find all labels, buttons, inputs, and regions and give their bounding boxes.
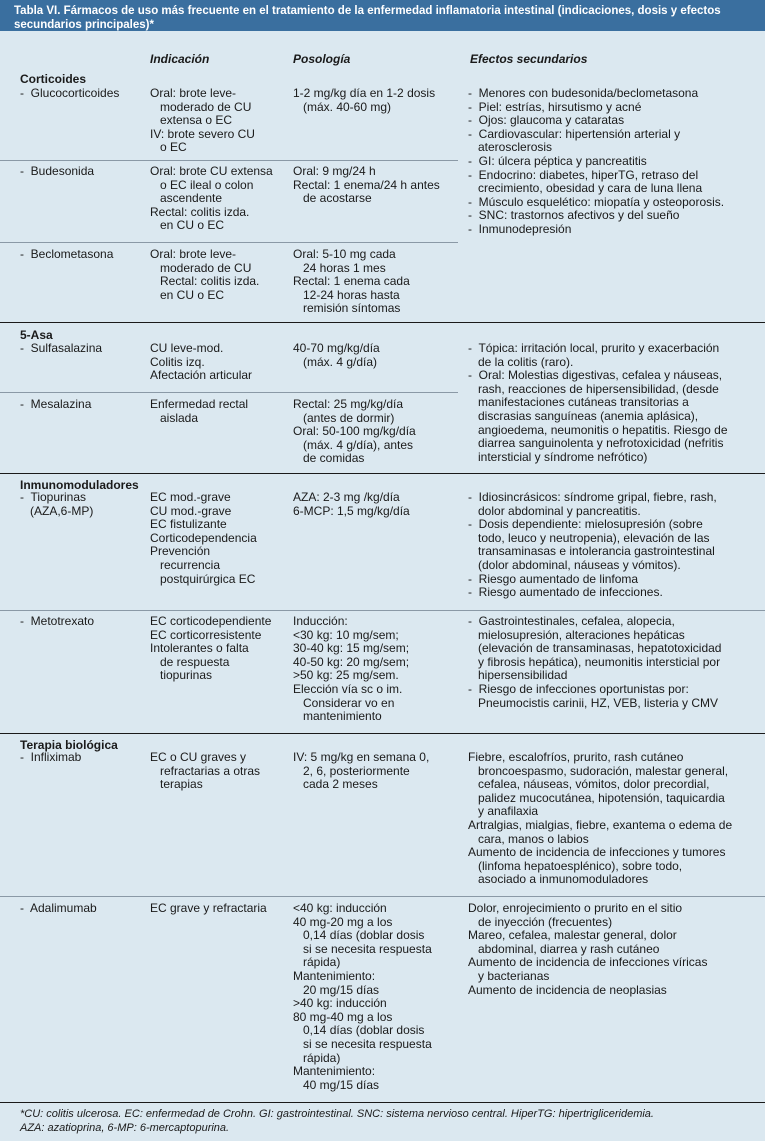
posology-cell: 40-70 mg/kg/día (máx. 4 g/día): [293, 341, 380, 369]
drug-name: - Adalimumab: [20, 901, 97, 915]
group-5-asa: 5-Asa: [20, 328, 53, 342]
section-divider: [0, 473, 765, 474]
drug-name: - Beclometasona: [20, 247, 114, 261]
row-divider: [0, 160, 458, 161]
header-indicacion: Indicación: [150, 52, 210, 66]
table-title: [0, 0, 765, 31]
indication-cell: EC mod.-grave CU mod.-grave EC fistulizante Corticodependencia Prevención recurrencia postquirúrgica EC: [150, 490, 257, 586]
indication-cell: Oral: brote CU extensa o EC ileal o colon ascendente Rectal: colitis izda. en CU o EC: [150, 164, 273, 233]
footnote-line1: *CU: colitis ulcerosa. EC: enfermedad de Crohn. GI: gastrointestinal. SNC: sistema nervioso central. HiperTG: hipertrigliceridemia.: [20, 1108, 654, 1120]
table-title-line2: secundarios principales)*: [14, 19, 154, 31]
header-posologia: Posología: [293, 52, 351, 66]
effects-cell: - Tópica: irritación local, prurito y exacerbación de la colitis (raro). - Oral: Molestias digestivas, cefalea y náuseas, rash, reacciones de hipersensibilidad, (desde manifestaciones cutáneas transitorias a discrasias sanguíneas (anemia aplásica), angioedema, neumonitis o hepatitis. Riesgo de diarrea sanguinolenta y nefrotoxicidad (nefritis intersticial y síndrome nefrótico): [468, 341, 728, 464]
header-efectos: Efectos secundarios: [470, 52, 588, 66]
posology-cell: Rectal: 25 mg/kg/día (antes de dormir) Oral: 50-100 mg/kg/día (máx. 4 g/día), antes de comidas: [293, 397, 416, 466]
indication-cell: EC o CU graves y refractarias a otras terapias: [150, 750, 261, 792]
posology-cell: Oral: 9 mg/24 h Rectal: 1 enema/24 h antes de acostarse: [293, 164, 440, 206]
section-divider: [0, 322, 765, 323]
posology-cell: Inducción: <30 kg: 10 mg/sem; 30-40 kg: 15 mg/sem; 40-50 kg: 20 mg/sem; >50 kg: 25 mg/sem. Elección vía sc o im. Considerar vo en mantenimiento: [293, 614, 410, 724]
section-divider: [0, 733, 765, 734]
effects-cell: - Idiosincrásicos: síndrome gripal, fiebre, rash, dolor abdominal y pancreatitis. - Dosis dependiente: mielosupresión (sobre todo, leuco y neutropenia), elevación de las transaminasas e intolerancia gastrointestinal (dolor abdominal, náuseas y vómitos). - Riesgo aumentado de linfoma - Riesgo aumentado de infecciones.: [468, 490, 717, 600]
drug-name: - Glucocorticoides: [20, 86, 120, 100]
drug-name: - Mesalazina: [20, 397, 92, 411]
indication-cell: Oral: brote leve- moderado de CU Rectal: colitis izda. en CU o EC: [150, 247, 260, 302]
table-footnote: [20, 1108, 654, 1135]
effects-cell: Fiebre, escalofríos, prurito, rash cutáneo broncoespasmo, sudoración, malestar general, cefalea, náuseas, vómitos, dolor precordial, palidez mucocutánea, hipotensión, taquicardia y anafilaxia Artralgias, mialgias, fiebre, exantema o edema de cara, manos o labios Aumento de incidencia de infecciones y tumores (linfoma hepatoesplénico), sobre todo, asociado a inmunomoduladores: [468, 750, 733, 887]
footnote-line2: AZA: azatioprina, 6-MP: 6-mercaptopurina.: [20, 1121, 230, 1134]
indication-cell: EC corticodependiente EC corticorresistente Intolerantes o falta de respuesta tiopurinas: [150, 614, 272, 683]
row-divider: [0, 896, 765, 897]
drug-name: - Metotrexato: [20, 614, 95, 628]
group-terapia-biologica: Terapia biológica: [20, 738, 118, 752]
indication-cell: CU leve-mod. Colitis izq. Afectación articular: [150, 341, 253, 383]
posology-cell: 1-2 mg/kg día en 1-2 dosis (máx. 40-60 mg): [293, 86, 436, 114]
effects-cell: Dolor, enrojecimiento o prurito en el sitio de inyección (frecuentes) Mareo, cefalea, malestar general, dolor abdominal, diarrea y rash cutáneo Aumento de incidencia de infecciones víricas y bacterianas Aumento de incidencia de neoplasias: [468, 901, 708, 997]
indication-cell: Oral: brote leve- moderado de CU extensa o EC IV: brote severo CU o EC: [150, 86, 255, 155]
row-divider: [0, 610, 765, 611]
drug-name: - Tiopurinas (AZA,6-MP): [20, 490, 94, 518]
group-corticoides: Corticoides: [20, 72, 87, 86]
row-divider: [0, 392, 458, 393]
effects-cell: - Gastrointestinales, cefalea, alopecia, mielosupresión, alteraciones hepáticas (elevación de transaminasas, hepatotoxicidad y fibrosis hepática), neumonitis intersticial por hipersensibilidad - Riesgo de infecciones oportunistas por: Pneumocistis carinii, HZ, VEB, listeria y CMV: [468, 614, 722, 710]
indication-cell: EC grave y refractaria: [150, 901, 267, 915]
effects-cell: - Menores con budesonida/beclometasona - Piel: estrías, hirsutismo y acné - Ojos: glaucoma y cataratas - Cardiovascular: hipertensión arterial y aterosclerosis - GI: úlcera péptica y pancreatitis - Endocrino: diabetes, hiperTG, retraso del crecimiento, obesidad y cara de luna llena - Músculo esquelético: miopatía y osteoporosis. - SNC: trastornos afectivos y del sueño - Inmunodepresión: [468, 86, 725, 236]
drug-name: - Infliximab: [20, 750, 82, 764]
posology-cell: Oral: 5-10 mg cada 24 horas 1 mes Rectal: 1 enema cada 12-24 horas hasta remisión síntomas: [293, 247, 410, 316]
posology-cell: <40 kg: inducción 40 mg-20 mg a los 0,14 días (doblar dosis si se necesita respuesta rápida) Mantenimiento: 20 mg/15 días >40 kg: inducción 80 mg-40 mg a los 0,14 días (doblar dosis si se necesita respuesta rápida) Mantenimiento: 40 mg/15 días: [293, 901, 432, 1092]
row-divider: [0, 242, 458, 243]
section-divider: [0, 1102, 765, 1103]
drug-name: - Budesonida: [20, 164, 95, 178]
posology-cell: AZA: 2-3 mg /kg/día 6-MCP: 1,5 mg/kg/día: [293, 490, 410, 518]
drug-name: - Sulfasalazina: [20, 341, 103, 355]
posology-cell: IV: 5 mg/kg en semana 0, 2, 6, posteriormente cada 2 meses: [293, 750, 430, 792]
indication-cell: Enfermedad rectal aislada: [150, 397, 249, 425]
table-title-line1: Tabla VI. Fármacos de uso más frecuente en el tratamiento de la enfermedad inflamatoria intestinal (indicaciones, dosis y efectos: [14, 5, 721, 17]
group-inmunomoduladores: Inmunomoduladores: [20, 478, 139, 492]
